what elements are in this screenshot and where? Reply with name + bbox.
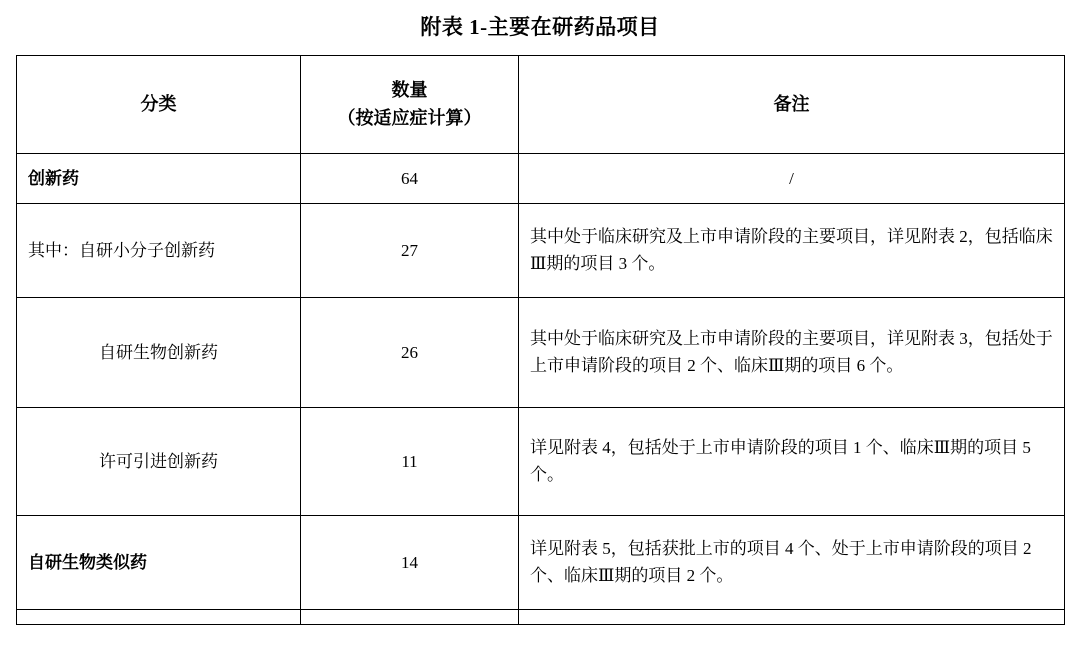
cell-category: 自研生物创新药 [17, 298, 301, 408]
cell-quantity: 26 [301, 298, 519, 408]
page-title: 附表 1-主要在研药品项目 [420, 15, 660, 39]
cell-note: 详见附表 5，包括获批上市的项目 4 个、处于上市申请阶段的项目 2 个、临床Ⅲ期的项目 2 个。 [519, 516, 1065, 610]
table-row [17, 204, 1065, 298]
cell-quantity: 14 [301, 516, 519, 610]
cell-quantity: 64 [301, 154, 519, 204]
table-row [17, 298, 1065, 408]
cell-note: 其中处于临床研究及上市申请阶段的主要项目，详见附表 2，包括临床Ⅲ期的项目 3 个。 [519, 204, 1065, 298]
cell-category: 创新药 [17, 154, 301, 204]
table-row [17, 408, 1065, 516]
table-row [17, 516, 1065, 610]
drug-pipeline-table [16, 55, 1065, 625]
column-header-quantity-line2: （按适应症计算） [337, 107, 482, 128]
cell-quantity: 11 [301, 408, 519, 516]
table-body [17, 154, 1065, 625]
table-header [17, 56, 1065, 154]
cell-quantity: 27 [301, 204, 519, 298]
cell-category: 其中：自研小分子创新药 [17, 204, 301, 298]
column-header-note: 备注 [519, 56, 1065, 154]
cell-note: / [519, 154, 1065, 204]
column-header-quantity [301, 56, 519, 154]
cell-category-truncated [17, 610, 301, 625]
cell-note: 详见附表 4，包括处于上市申请阶段的项目 1 个、临床Ⅲ期的项目 5 个。 [519, 408, 1065, 516]
cell-category: 自研生物类似药 [17, 516, 301, 610]
table-header-row [17, 56, 1065, 154]
table-row [17, 154, 1065, 204]
cell-category: 许可引进创新药 [17, 408, 301, 516]
cell-quantity-truncated [301, 610, 519, 625]
cell-note-truncated [519, 610, 1065, 625]
column-header-category: 分类 [17, 56, 301, 154]
cell-note: 其中处于临床研究及上市申请阶段的主要项目，详见附表 3，包括处于上市申请阶段的项目 2 个、临床Ⅲ期的项目 6 个。 [519, 298, 1065, 408]
table-row-truncated [17, 610, 1065, 625]
column-header-quantity-line1: 数量 [391, 79, 428, 100]
